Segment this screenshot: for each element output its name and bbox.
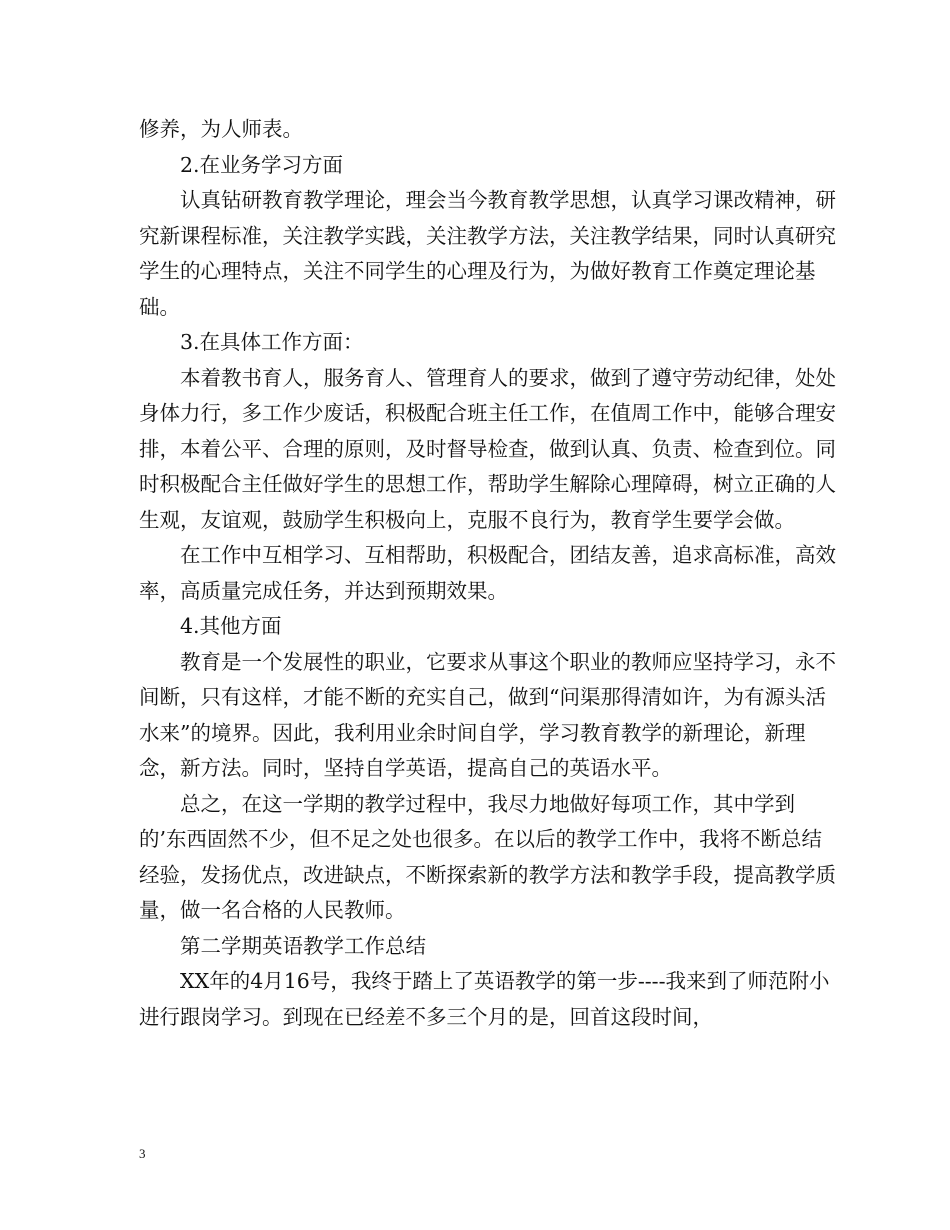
document-body (139, 112, 839, 1035)
paragraph: 认真钻研教育教学理论，理会当今教育教学思想，认真学习课改精神，研究新课程标准，关注教学实践，关注教学方法，关注教学结果，同时认真研究学生的心理特点，关注不同学生的心理及行为，为做好教育工作奠定理论基础。 (139, 188, 836, 319)
paragraph: 4.其他方面 (180, 614, 282, 638)
paragraph: XX年的4月16号，我终于踏上了英语教学的第一步----我来到了师范附小进行跟岗学习。到现在已经差不多三个月的是，回首这段时间， (139, 969, 830, 1029)
paragraph: 总之，在这一学期的教学过程中，我尽力地做好每项工作，其中学到的’东西固然不少，但不足之处也很多。在以后的教学工作中，我将不断总结经验，发扬优点，改进缺点，不断探索新的教学方法和教学手段，提高教学质量，做一名合格的人民教师。 (139, 791, 836, 922)
paragraph: 本着教书育人，服务育人、管理育人的要求，做到了遵守劳动纪律，处处身体力行，多工作少废话，积极配合班主任工作，在值周工作中，能够合理安排，本着公平、合理的原则，及时督导检查，做到认真、负责、检查到位。同时积极配合主任做好学生的思想工作，帮助学生解除心理障碍，树立正确的人生观，友谊观，鼓励学生积极向上，克服不良行为，教育学生要学会做。 (139, 365, 836, 532)
paragraph: 教育是一个发展性的职业，它要求从事这个职业的教师应坚持学习，永不间断，只有这样，才能不断的充实自己，做到“问渠那得清如许，为有源头活水来”的境界。因此，我利用业余时间自学，学习教育教学的新理论，新理念，新方法。同时，坚持自学英语，提高自己的英语水平。 (139, 649, 836, 780)
page-number: 3 (139, 1146, 146, 1161)
paragraph: 3.在具体工作方面： (180, 330, 364, 354)
paragraph: 2.在业务学习方面 (180, 152, 344, 177)
paragraph: 第二学期英语教学工作总结 (180, 933, 426, 958)
paragraph: 在工作中互相学习、互相帮助，积极配合，团结友善，追求高标准，高效率，高质量完成任务，并达到预期效果。 (139, 543, 836, 603)
paragraph: 修养，为人师表。 (139, 117, 303, 141)
